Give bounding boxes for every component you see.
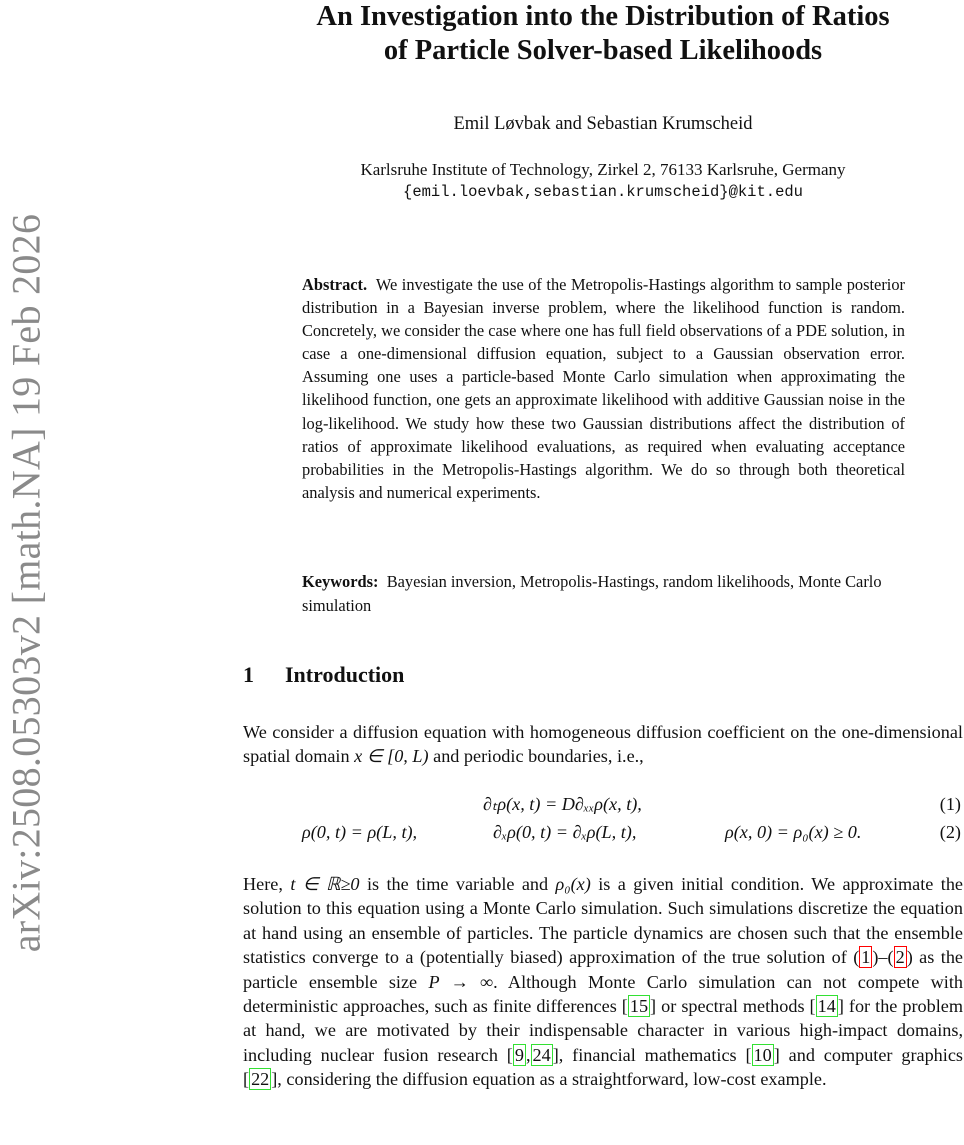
text-run: ,: [525, 1044, 531, 1065]
citation-9-link[interactable]: 9: [514, 1044, 524, 1065]
text-run: We consider a diffusion equation with homogeneous diffusion coefficient on the one-dimensional spatial domain: [243, 722, 963, 767]
text-run: ) as the particle ensemble size: [243, 947, 963, 992]
text-run: ] or spectral methods [: [650, 996, 816, 1017]
inline-math: ρ₀(x): [555, 874, 591, 894]
text-run: ] and computer graphics [: [243, 1044, 963, 1090]
keywords: [302, 570, 915, 617]
section-heading-introduction: [243, 662, 404, 688]
abstract: [302, 273, 905, 504]
paper-title: [243, 0, 963, 68]
inline-math: P → ∞: [428, 971, 494, 992]
equation-2: [243, 822, 963, 848]
author-list: Emil Løvbak and Sebastian Krumscheid: [453, 114, 753, 134]
title-line-1: An Investigation into the Distribution of Ratios: [316, 1, 890, 32]
abstract-label: Abstract.: [302, 275, 368, 294]
text-run: . Although Monte Carlo simulation can not compete with deterministic approaches, such as finite differences [: [243, 971, 964, 1017]
affiliation: Karlsruhe Institute of Technology, Zirkel 2, 76133 Karlsruhe, Germany: [360, 160, 846, 179]
equation-1: [243, 794, 963, 820]
text-run: is a given initial condition. We approximate the solution to this equation using a Monte Carlo simulation. Such simulations discretize the equation at hand using an ensemble of particles. The particle dynamics are chosen such that the ensemble statistics converge to a (potentially biased) approximation of the true solution of (: [243, 874, 963, 968]
affiliation-block: [243, 158, 963, 204]
title-line-2: of Particle Solver-based Likelihoods: [383, 35, 823, 66]
equation-1-number: (1): [939, 794, 961, 814]
text-run: is the time variable and: [359, 874, 556, 894]
inline-math: t ∈ ℝ≥0: [290, 874, 360, 894]
citation-14-link[interactable]: 14: [817, 996, 836, 1017]
intro-paragraph-1: [243, 720, 963, 769]
text-run: )–(: [872, 947, 894, 968]
inline-math: x ∈ [0, L): [354, 746, 429, 767]
citation-22-link[interactable]: 22: [251, 1069, 270, 1090]
keywords-label: Keywords:: [302, 572, 379, 591]
equation-ref-1-link[interactable]: 1: [861, 947, 871, 968]
equation-2-part-1: ρ(0, t) = ρ(L, t),: [302, 822, 418, 842]
citation-15-link[interactable]: 15: [629, 996, 649, 1017]
arxiv-identifier: arXiv:2508.05303v2 [math.NA] 19 Feb 2026: [3, 213, 49, 952]
author-emails: {emil.loevbak,sebastian.krumscheid}@kit.edu: [403, 183, 803, 201]
intro-paragraph-2: [243, 872, 963, 1092]
abstract-text: We investigate the use of the Metropolis-Hastings algorithm to sample posterior distribution in a Bayesian inverse problem, where the likelihood function is random. Concretely, we consider the case where one has full field observations of a PDE solution, in case a one-dimensional diffusion equation, subject to a Gaussian observation error. Assuming one uses a particle-based Monte Carlo simulation when approximating the likelihood function, one gets an approximate likelihood with additive Gaussian noise in the log-likelihood. We study how these two Gaussian distributions affect the distribution of ratios of approximate likelihood evaluations, as required when evaluating acceptance probabilities in the Metropolis-Hastings algorithm. We do so through both theoretical analysis and numerical experiments.: [302, 275, 905, 502]
equation-2-part-3: ρ(x, 0) = ρ₀(x) ≥ 0.: [725, 822, 862, 842]
citation-10-link[interactable]: 10: [753, 1044, 772, 1065]
equation-ref-2-link[interactable]: 2: [895, 947, 905, 968]
equation-1-body: ∂ₜρ(x, t) = D∂ₓₓρ(x, t),: [483, 794, 642, 814]
text-run: and periodic boundaries, i.e.,: [428, 746, 644, 767]
text-run: ], financial mathematics [: [552, 1044, 752, 1065]
citation-24-link[interactable]: 24: [532, 1044, 551, 1065]
text-run: ], considering the diffusion equation as a straightforward, low-cost example.: [271, 1069, 827, 1090]
equation-2-number: (2): [939, 822, 961, 842]
section-number: 1: [243, 662, 254, 687]
keywords-text: Bayesian inversion, Metropolis-Hastings, random likelihoods, Monte Carlo simulation: [302, 572, 882, 615]
arxiv-side-stamp: [4, 190, 48, 975]
text-run: ] for the problem at hand, we are motivated by their indispensable character in various high-impact domains, including nuclear fusion research [: [243, 996, 963, 1065]
section-title: Introduction: [285, 662, 405, 687]
text-run: Here,: [243, 874, 291, 894]
equation-2-part-2: ∂ₓρ(0, t) = ∂ₓρ(L, t),: [493, 822, 637, 842]
